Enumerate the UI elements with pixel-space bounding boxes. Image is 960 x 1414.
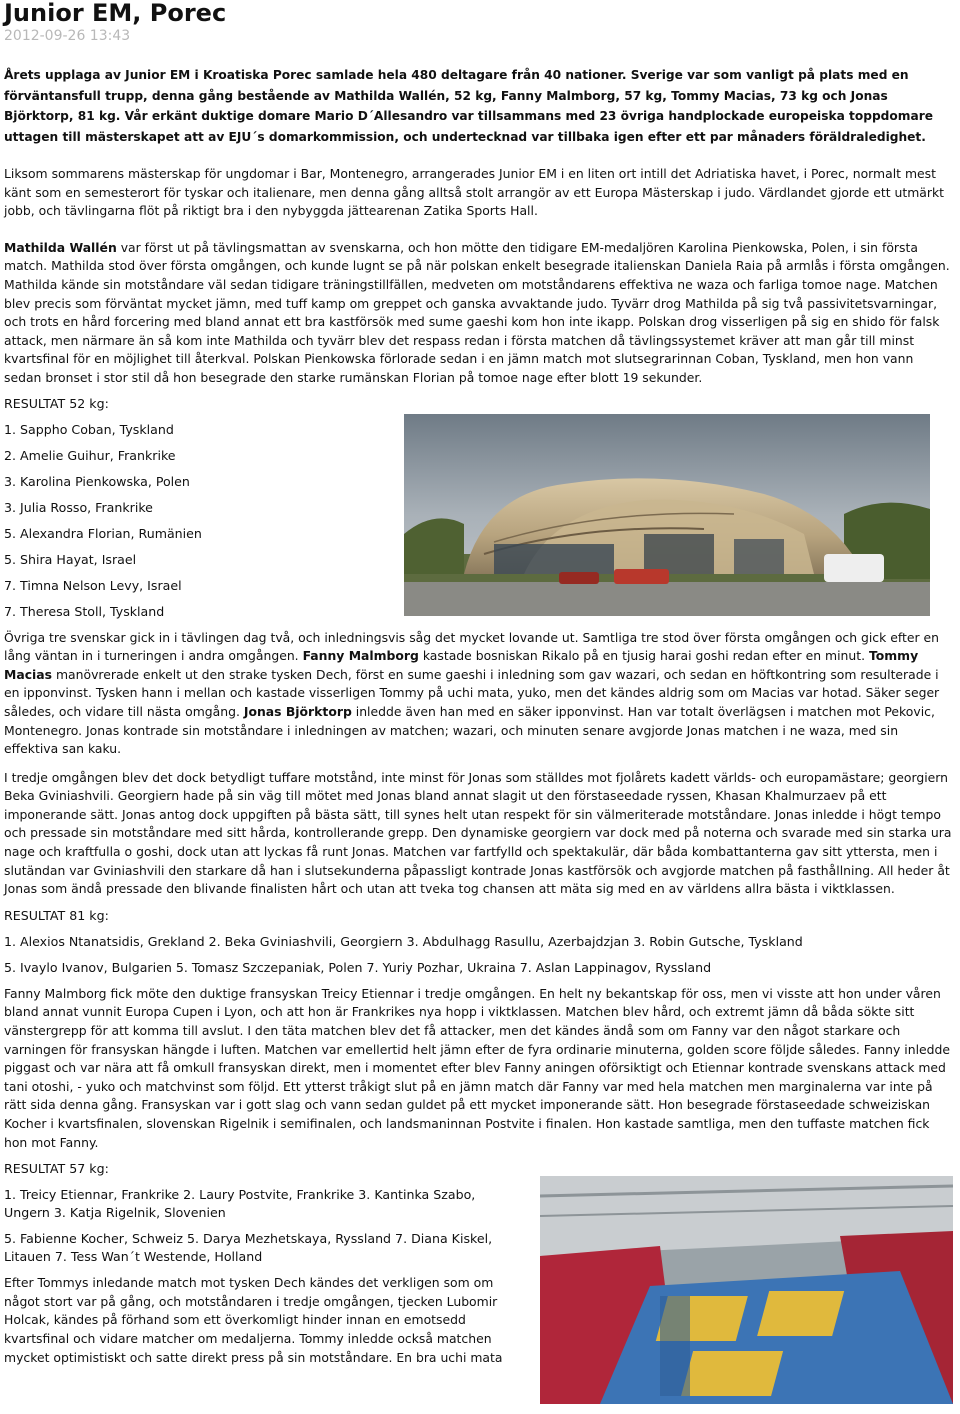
- name-jonas: Jonas Björktorp: [243, 703, 352, 719]
- paragraph-2: [4, 239, 954, 388]
- paragraph-3-text-c: manövrerade enkelt ut den strake tysken Dech, först en sume gaeshi i inledning som gav wazari, och sedan en höftkontring som resulterade i en ipponvinst. Tysken hann i mellan och kastade visserligen Tommy på uchi mata, yuko, men det kändes aldrig som om Macias var hotad. Säker seger således, och vidare till nästa omgång.: [4, 666, 940, 719]
- results-52: [4, 395, 402, 621]
- list-item: 3. Karolina Pienkowska, Polen: [4, 473, 190, 489]
- paragraph-3-text-d: inledde även han med en säker ipponvinst. Han var totalt överlägsen i matchen mot Pekovic, Montenegro. Jonas kontrade sin motståndare i inledningen av matchen; wazari, och minuten senare avgjorde Jonas matchen i ne waza, med sin effektiva san kaku.: [4, 703, 935, 757]
- results-81-line-2: 5. Ivaylo Ivanov, Bulgarien 5. Tomasz Szczepaniak, Polen 7. Yuriy Pozhar, Ukraina 7. Aslan Lappinagov, Ryssland: [4, 959, 712, 975]
- paragraph-3-text-a: Övriga tre svenskar gick in i tävlingen dag två, och inledningsvis såg det mycket lovande ut. Samtliga tre stod över första omgången och gick efter en lång väntan in i turneringen i andra omgången.: [4, 629, 939, 664]
- article: [4, 0, 954, 1367]
- results-57-line-2: 5. Fabienne Kocher, Schweiz 5. Darya Mezhetskaya, Ryssland 7. Diana Kiskel, Litauen 7. Tess Wan´t Westende, Holland: [4, 1231, 493, 1265]
- article-title: Junior EM, Porec: [4, 0, 227, 27]
- list-item: 2. Amelie Guihur, Frankrike: [4, 447, 176, 463]
- paragraph-3-text-b: kastade bosniskan Rikalo på en tjusig harai goshi redan efter en minut.: [418, 648, 869, 664]
- list-item: 5. Alexandra Florian, Rumänien: [4, 525, 202, 541]
- list-item: 3. Julia Rosso, Frankrike: [4, 499, 153, 515]
- article-date: 2012-09-26 13:43: [4, 28, 131, 44]
- results-52-list: [4, 421, 402, 621]
- name-fanny: Fanny Malmborg: [302, 648, 419, 664]
- results-81-label: RESULTAT 81 kg:: [4, 907, 109, 923]
- lead-paragraph: Årets upplaga av Junior EM i Kroatiska Porec samlade hela 480 deltagare från 40 nationer. Sverige var som vanligt på plats med en förväntansfull trupp, denna gång bestående av Mathilda Wallén, 52 kg, Fanny Malmborg, 57 kg, Tommy Macias, 73 kg och Jonas Björktorp, 81 kg. Vår erkänt duktige domare Mario D´Allesandro var tillsammans med 23 övriga handplockade europeiska toppdomare uttagen till mästerskapet att av EJU´s domarkommission, och undertecknad var tillbaka igen efter ett par månaders föräldraledighet.: [4, 68, 933, 144]
- paragraph-1: Liksom sommarens mästerskap för ungdomar i Bar, Montenegro, arrangerades Junior EM i en liten ort intill det Adriatiska havet, i Porec, normalt mest känt som en semesterort för tyskar och italienare, men denna gång alltså stolt arrangör av ett Europa Mästerskap i judo. Värdlandet gjorde ett utmärkt jobb, och tävlingarna flöt på riktigt bra i den nybyggda jättearenan Zatika Sports Hall.: [4, 166, 945, 219]
- list-item: 7. Timna Nelson Levy, Israel: [4, 577, 182, 593]
- arena-photo: [404, 414, 930, 616]
- judo-hall-photo: [540, 1176, 953, 1404]
- paragraph-5: Fanny Malmborg fick möte den duktige fransyskan Treicy Etiennar i tredje omgången. En helt ny bekantskap för oss, men vi visste att hon under våren bland annat vunnit Europa Cupen i Lyon, och att hon är Frankrikes nya hopp i viktklassen. Matchen blev hård, och extremt jämn då båda sökte sitt vänstergrepp för att komma till avslut. I den täta matchen blev det få attacker, men det kändes ändå som om Fanny var den något starkare och varningen för fransyskan hängde i luften. Matchen var emellertid helt jämn efter de fyra ordinarie minuterna, golden score följde således. Fanny inledde piggast och var nära att få omkull fransyskan direkt, men i momentet efter blev Fanny aningen oförsiktigt och Etiennar kontrade svenskans attack med tani otoshi, - yuko och matchvinst som följd. Ett ytterst tråkigt slut på en jämn match där Fanny var med hela matchen men marginalerna var inte på rätt sida denna gång. Fransyskan var i gott slag och vann sedan guldet på ett mycket imponerande sätt. Hon besegrade förstaseedade schweiziskan Kocher i kvartsfinalen, slovenskan Rigelnik i semifinalen, och landsmaninnan Postvite i finalen. Hon kastade samtliga, men den tuffaste matchen fick hon mot Fanny.: [4, 985, 951, 1150]
- paragraph-2-text: var först ut på tävlingsmattan av svenskarna, och hon mötte den tidigare EM-medaljören Karolina Pienkowska, Polen, i sin första match. Mathilda stod över första omgången, och kunde lugnt se på när polskan enkelt besegrade italienskan Daniela Raia på armlås i första omgången. Mathilda kände sin motståndare väl sedan tidigare träningstillfällen, medveten om motståndarens effektiva ne waza och farliga tomoe nage. Matchen blev precis som förväntat mycket jämn, med tuff kamp om greppet och ganska avvaktande judo. Tyvärr drog Mathilda på sig två passivitetsvarningar, och trots en hård forcering med bland annat ett bra kastförsök med sume gaeshi kom hon inte ikapp. Polskan drog visserligen på sig en shido för falsk attack, men närmare än så kom inte Mathilda och tyvärr blev det respass redan i första matchen då tävlingssystemet kräver att man går till minst kvartsfinal för en möjlighet till återkval. Polskan Pienkowska förlorade sedan i en jämn match mot slutsegrarinnan Coban, Tyskland, men hon vann sedan bronset i stor stil då hon besegrade den starke rumänskan Florian på tomoe nage efter blott 19 sekunder.: [4, 239, 950, 385]
- results-57-label: RESULTAT 57 kg:: [4, 1161, 109, 1177]
- list-item: 7. Theresa Stoll, Tyskland: [4, 603, 165, 619]
- paragraph-4: I tredje omgången blev det dock betydligt tuffare motstånd, inte minst för Jonas som ställdes mot fjolårets kadett världs- och europamästare; georgiern Beka Gviniashvili. Georgiern hade på sin väg till mötet med Jonas bland annat slagit ut den förstaseedade ryssen, Khasan Khalmurzaev på ett imponerande sätt. Jonas antog dock uppgiften på bästa sätt, till synes helt utan respekt för sin välmeriterade motståndare. Jonas inledde i högt tempo och pressade sin motståndare med sitt hårda, kontrollerande grepp. Den dynamiske georgiern var dock med på noterna och svarade med sin starka ura nage och kraftfulla o goshi, dock utan att lyckas få runt Jonas. Matchen var fartfylld och spektakulär, där båda kombattanterna gav sitt yttersta, men i slutändan var Gviniashvili den starkare då han i slutsekunderna påpassligt kontrade Jonas kastförsök och avgjorde matchen på fasthållning. All heder åt Jonas som ändå pressade den blivande finalisten hårt och utan att tveka tog chansen att mäta sig med en av världens allra bästa i viktklassen.: [4, 769, 952, 897]
- list-item: 5. Shira Hayat, Israel: [4, 551, 137, 567]
- results-81-line-1: 1. Alexios Ntanatsidis, Grekland 2. Beka Gviniashvili, Georgiern 3. Abdulhagg Rasullu, Azerbajdzjan 3. Robin Gutsche, Tyskland: [4, 933, 803, 949]
- name-mathilda: Mathilda Wallén: [4, 239, 117, 255]
- paragraph-6: Efter Tommys inledande match mot tysken Dech kändes det verkligen som om något stort var på gång, och motståndaren i tredje omgången, tjecken Lubomir Holcak, kändes på förhand som ett överkomligt hinder innan en emotsedd kvartsfinal och vidare matcher om medaljerna. Tommy inledde också matchen mycket optimistiskt och satte direkt press på sin motståndare. En bra uchi mata: [4, 1275, 503, 1365]
- list-item: 1. Sappho Coban, Tyskland: [4, 421, 174, 437]
- results-52-label: RESULTAT 52 kg:: [4, 395, 109, 411]
- name-tommy: Tommy Macias: [4, 648, 919, 682]
- paragraph-3: [4, 629, 954, 759]
- results-57-line-1: 1. Treicy Etiennar, Frankrike 2. Laury Postvite, Frankrike 3. Kantinka Szabo, Ungern 3. Katja Rigelnik, Slovenien: [4, 1187, 476, 1221]
